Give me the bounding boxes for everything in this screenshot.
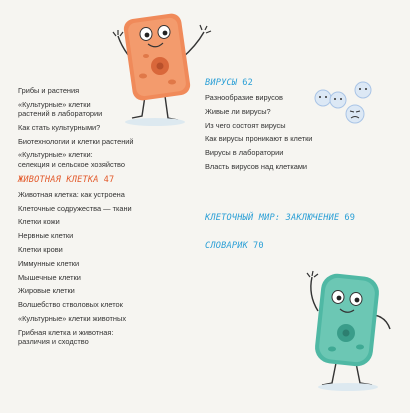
toc-entry[interactable]: Волшебство стволовых клеток bbox=[18, 300, 123, 310]
toc-entry[interactable]: Власть вирусов над клетками bbox=[205, 161, 308, 171]
toc-entry[interactable]: Иммунные клетки bbox=[18, 258, 80, 268]
viruses-title: ВИРУСЫ bbox=[205, 78, 238, 88]
toc-entry[interactable]: «Культурные» клетки растений в лаборатории bbox=[18, 99, 103, 118]
toc-entry[interactable]: «Культурные» клетки животных bbox=[18, 313, 127, 323]
plants-subsection-list bbox=[18, 86, 198, 169]
animal-cell-page-number: 47 bbox=[103, 174, 115, 185]
viruses-page-number: 62 bbox=[242, 78, 253, 88]
animal-cell-heading[interactable] bbox=[18, 175, 198, 185]
toc-entry[interactable]: Нервные клетки bbox=[18, 231, 74, 241]
glossary-title: СЛОВАРИК bbox=[205, 241, 248, 252]
toc-entry[interactable]: Как стать культурными? bbox=[18, 122, 101, 132]
toc-entry[interactable]: Клеточные содружества — ткани bbox=[18, 203, 132, 213]
toc-entry[interactable]: Биотехнологии и клетки растений bbox=[18, 136, 134, 146]
toc-entry[interactable]: Клетки крови bbox=[18, 244, 63, 254]
animal-cell-character-illustration bbox=[300, 255, 400, 395]
glossary-heading[interactable] bbox=[205, 241, 395, 251]
toc-entry[interactable]: Вирусы в лаборатории bbox=[205, 148, 284, 158]
virus-items bbox=[205, 93, 395, 171]
right-column bbox=[205, 78, 395, 256]
conclusion-title: КЛЕТОЧНЫЙ МИР: ЗАКЛЮЧЕНИЕ bbox=[205, 213, 340, 224]
toc-entry[interactable]: Мышечные клетки bbox=[18, 272, 81, 282]
animal-cell-title: ЖИВОТНАЯ КЛЕТКА bbox=[18, 174, 99, 185]
toc-entry[interactable]: Разнообразие вирусов bbox=[205, 93, 283, 102]
toc-entry[interactable]: Живые ли вирусы? bbox=[205, 106, 271, 116]
toc-entry[interactable]: Клетки кожи bbox=[18, 217, 60, 227]
animal-cell-items bbox=[18, 190, 198, 346]
left-column bbox=[18, 86, 198, 351]
toc-entry[interactable]: Жировые клетки bbox=[18, 286, 75, 296]
conclusion-page-number: 69 bbox=[344, 213, 356, 224]
toc-entry[interactable]: «Культурные» клетки: селекция и сельское хозяйство bbox=[18, 150, 126, 169]
conclusion-heading[interactable] bbox=[205, 213, 395, 223]
toc-entry[interactable]: Грибная клетка и животная: различия и сходство bbox=[18, 327, 114, 346]
toc-entry[interactable]: Из чего состоят вирусы bbox=[205, 120, 286, 130]
viruses-heading[interactable] bbox=[205, 78, 395, 88]
toc-entry[interactable]: Животная клетка: как устроена bbox=[18, 189, 125, 199]
toc-entry[interactable]: Как вирусы проникают в клетки bbox=[205, 134, 313, 144]
toc-entry[interactable]: Грибы и растения bbox=[18, 86, 80, 95]
glossary-page-number: 70 bbox=[253, 241, 264, 252]
